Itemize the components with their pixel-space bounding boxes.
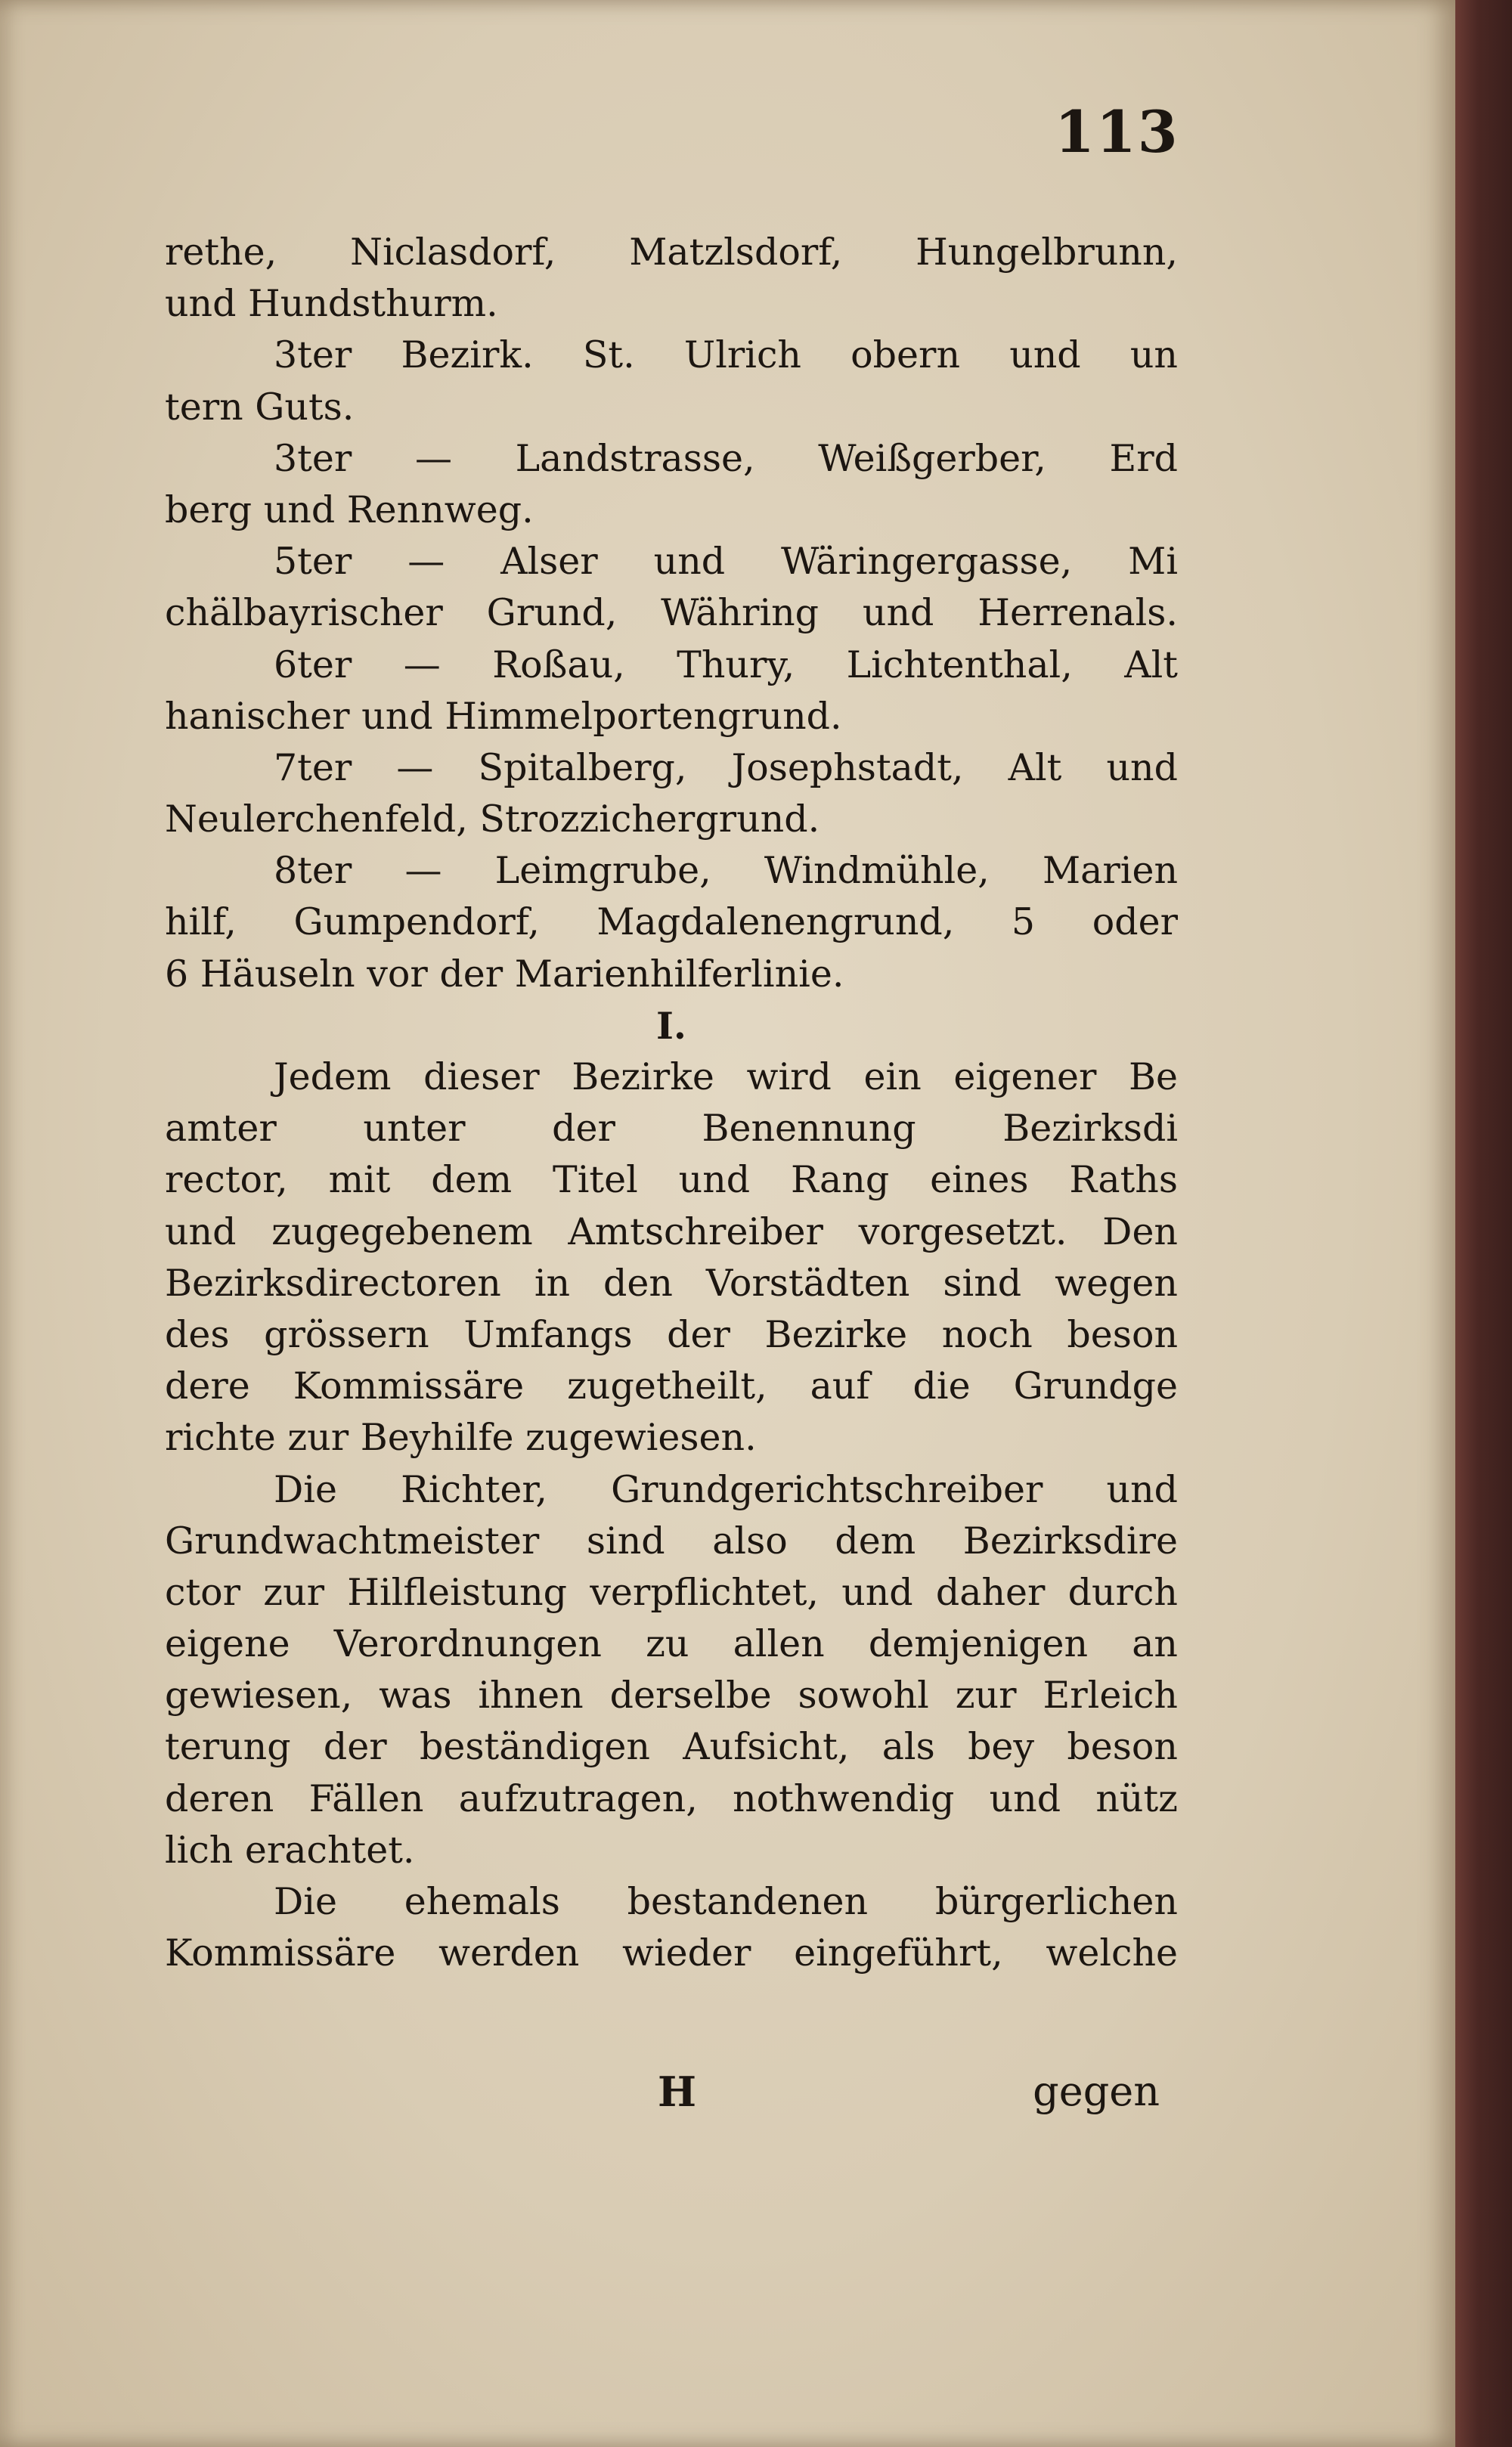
text-line: Die ehemals bestandenen bürgerlichen: [274, 1880, 1178, 1923]
signature-mark: H: [658, 2068, 697, 2116]
text-line: Grundwachtmeister sind also dem Bezirksdire: [165, 1519, 1178, 1563]
text-line: lich erachtet.: [165, 1828, 415, 1872]
text-line: Die Richter, Grundgerichtschreiber und: [274, 1467, 1178, 1511]
text-line: 3ter Bezirk. St. Ulrich obern und un: [274, 333, 1178, 377]
text-line: 6ter — Roßau, Thury, Lichtenthal, Alt: [274, 643, 1178, 686]
text-line: hilf, Gumpendorf, Magdalenengrund, 5 oder: [165, 900, 1178, 944]
text-line: und Hundsthurm.: [165, 282, 498, 326]
text-line: richte zur Beyhilfe zugewiesen.: [165, 1416, 757, 1460]
text-line: Neulerchenfeld, Strozzichergrund.: [165, 798, 820, 841]
text-line: und zugegebenem Amtschreiber vorgesetzt. Den: [165, 1210, 1178, 1253]
text-line: des grössern Umfangs der Bezirke noch beson: [165, 1312, 1178, 1356]
text-line: Jedem dieser Bezirke wird ein eigener Be: [274, 1055, 1178, 1098]
text-line: gewiesen, was ihnen derselbe sowohl zur Erleich: [165, 1674, 1178, 1718]
text-line: dere Kommissäre zugetheilt, auf die Grundge: [165, 1364, 1178, 1408]
page-text: [165, 227, 1178, 1979]
text-line: eigene Verordnungen zu allen demjenigen an: [165, 1622, 1178, 1666]
text-line: 8ter — Leimgrube, Windmühle, Marien: [274, 849, 1178, 893]
text-line: deren Fällen aufzutragen, nothwendig und nütz: [165, 1776, 1178, 1820]
text-line: 5ter — Alser und Wäringergasse, Mi: [274, 540, 1178, 584]
page-number: 113: [1055, 98, 1179, 166]
text-line: amter unter der Benennung Bezirksdi: [165, 1107, 1178, 1151]
section-heading: I.: [656, 1003, 686, 1048]
book-binding-edge: [1455, 0, 1512, 2447]
text-line: 3ter — Landstrasse, Weißgerber, Erd: [274, 436, 1178, 480]
text-line: 6 Häuseln vor der Marienhilferlinie.: [165, 952, 844, 996]
text-line: terung der beständigen Aufsicht, als bey beson: [165, 1725, 1178, 1769]
text-line: hanischer und Himmelportengrund.: [165, 694, 842, 738]
text-line: berg und Rennweg.: [165, 488, 534, 531]
text-line: rector, mit dem Titel und Rang eines Raths: [165, 1158, 1178, 1202]
text-line: Bezirksdirectoren in den Vorstädten sind wegen: [165, 1261, 1178, 1305]
text-line: ctor zur Hilfleistung verpflichtet, und daher durch: [165, 1570, 1178, 1614]
page-footer: [165, 2068, 1178, 2120]
text-line: chälbayrischer Grund, Währing und Herrenals.: [165, 591, 1178, 635]
text-line: tern Guts.: [165, 385, 355, 429]
catchword: gegen: [1033, 2068, 1160, 2115]
text-line: Kommissäre werden wieder eingeführt, welche: [165, 1931, 1178, 1975]
text-line: 7ter — Spitalberg, Josephstadt, Alt und: [274, 745, 1178, 789]
text-line: rethe, Niclasdorf, Matzlsdorf, Hungelbrunn,: [165, 231, 1178, 274]
